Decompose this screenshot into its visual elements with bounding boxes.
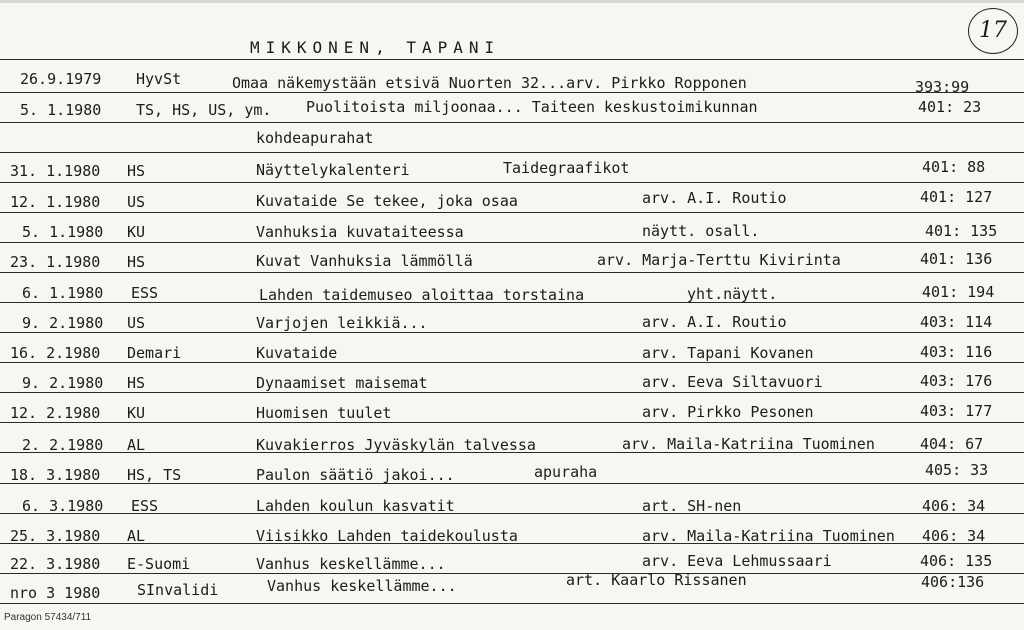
entry-ref: 404: 67	[920, 435, 984, 453]
ruled-line	[0, 59, 1024, 60]
entry-title: Kuvataide	[256, 344, 338, 362]
entry-date: 26.9.1979	[20, 70, 102, 88]
entry-ref: 406: 34	[922, 497, 986, 515]
entry-date: 18. 3.1980	[10, 466, 101, 484]
ruled-line	[0, 272, 1024, 273]
ruled-line	[0, 392, 1024, 393]
entry-note: arv. Tapani Kovanen	[642, 344, 814, 362]
entry-date: 5. 1.1980	[20, 101, 102, 119]
entry-source: HS	[127, 374, 146, 392]
entry-title: Vanhus keskellämme...	[256, 555, 446, 573]
entry-note: arv. Maila-Katriina Tuominen	[642, 527, 895, 545]
entry-title: Lahden koulun kasvatit	[256, 497, 455, 515]
entry-title-continued: kohdeapurahat	[256, 129, 374, 147]
entry-date: 23. 1.1980	[10, 253, 101, 271]
entry-source: KU	[127, 404, 146, 422]
entry-date: 12. 2.1980	[10, 404, 101, 422]
entry-source: SInvalidi	[137, 581, 219, 599]
entry-source: E-Suomi	[127, 555, 191, 573]
circled-page-number: 17	[968, 8, 1018, 54]
entry-source: US	[127, 314, 146, 332]
entry-ref: 403: 114	[920, 313, 993, 331]
entry-note: arv. Pirkko Pesonen	[642, 403, 814, 421]
entry-date: 6. 3.1980	[22, 497, 104, 515]
entry-note: arv. Eeva Siltavuori	[642, 373, 823, 391]
ruled-line	[0, 212, 1024, 213]
ruled-line	[0, 603, 1024, 604]
entry-title: Kuvat Vanhuksia lämmöllä	[256, 252, 473, 270]
entry-date: 9. 2.1980	[22, 314, 104, 332]
entry-ref: 406: 34	[922, 527, 986, 545]
entry-note: arv. A.I. Routio	[642, 313, 787, 331]
entry-title: Vanhus keskellämme...	[267, 577, 457, 595]
entry-source: KU	[127, 223, 146, 241]
printer-imprint: Paragon 57434/711	[4, 612, 92, 623]
card-title-name: MIKKONEN, TAPANI	[250, 38, 501, 57]
entry-title: Vanhuksia kuvataiteessa	[256, 223, 464, 241]
entry-source: HS, TS	[127, 466, 182, 484]
entry-title: Puolitoista miljoonaa... Taiteen keskustoimikunnan	[306, 98, 758, 116]
ruled-line	[0, 332, 1024, 333]
entry-source: HS	[127, 162, 146, 180]
entry-source: US	[127, 193, 146, 211]
entry-date: 5. 1.1980	[22, 223, 104, 241]
entry-title: Kuvakierros Jyväskylän talvessa	[256, 436, 536, 454]
entry-source: AL	[127, 436, 146, 454]
entry-source: AL	[127, 527, 146, 545]
entry-note: arv. Maila-Katriina Tuominen	[622, 435, 875, 453]
entry-note: art. SH-nen	[642, 497, 742, 515]
top-edge	[0, 0, 1024, 3]
entry-ref: 401: 135	[925, 222, 998, 240]
ruled-line	[0, 422, 1024, 423]
entry-note: arv. Marja-Terttu Kivirinta	[597, 251, 841, 269]
entry-date: 2. 2.1980	[22, 436, 104, 454]
entry-ref: 401: 194	[922, 283, 995, 301]
entry-date: 25. 3.1980	[10, 527, 101, 545]
entry-ref: 403: 176	[920, 372, 993, 390]
entry-date: 9. 2.1980	[22, 374, 104, 392]
entry-source: ESS	[131, 497, 159, 515]
entry-source: Demari	[127, 344, 182, 362]
entry-date: 22. 3.1980	[10, 555, 101, 573]
entry-title: Kuvataide Se tekee, joka osaa	[256, 192, 518, 210]
entry-note: yht.näytt.	[687, 285, 778, 303]
entry-title: Huomisen tuulet	[256, 404, 392, 422]
entry-title: Näyttelykalenteri	[256, 161, 410, 179]
entry-note: arv. A.I. Routio	[642, 189, 787, 207]
ruled-line	[0, 152, 1024, 153]
entry-ref: 406:136	[921, 573, 985, 591]
entry-date: nro 3 1980	[10, 584, 101, 602]
entry-title: Varjojen leikkiä...	[256, 314, 428, 332]
entry-note: Taidegraafikot	[503, 159, 630, 177]
entry-title: Lahden taidemuseo aloittaa torstaina	[259, 286, 585, 304]
entry-ref: 403: 177	[920, 402, 993, 420]
entry-ref: 401: 127	[920, 188, 993, 206]
entry-date: 6. 1.1980	[22, 284, 104, 302]
entry-note: arv. Eeva Lehmussaari	[642, 552, 832, 570]
entry-ref: 401: 88	[922, 158, 986, 176]
entry-source: TS, HS, US, ym.	[136, 101, 272, 119]
entry-ref: 401: 23	[918, 98, 982, 116]
entry-source: ESS	[131, 284, 159, 302]
entry-note: apuraha	[534, 463, 598, 481]
entry-source: HyvSt	[136, 70, 182, 88]
entry-title: Dynaamiset maisemat	[256, 374, 428, 392]
entry-note: art. Kaarlo Rissanen	[566, 571, 747, 589]
entry-title: Viisikko Lahden taidekoulusta	[256, 527, 518, 545]
entry-source: HS	[127, 253, 146, 271]
entry-ref: 401: 136	[920, 250, 993, 268]
entry-ref: 393:99	[915, 78, 970, 96]
entry-date: 31. 1.1980	[10, 162, 101, 180]
entry-title: Paulon säätiö jakoi...	[256, 466, 455, 484]
entry-ref: 405: 33	[925, 461, 989, 479]
entry-date: 12. 1.1980	[10, 193, 101, 211]
entry-date: 16. 2.1980	[10, 344, 101, 362]
entry-ref: 403: 116	[920, 343, 993, 361]
ruled-line	[0, 182, 1024, 183]
ruled-line	[0, 122, 1024, 123]
entry-note: näytt. osall.	[642, 222, 760, 240]
entry-title: Omaa näkemystään etsivä Nuorten 32...arv. Pirkko Ropponen	[232, 74, 747, 92]
ruled-line	[0, 242, 1024, 243]
entry-ref: 406: 135	[920, 552, 993, 570]
